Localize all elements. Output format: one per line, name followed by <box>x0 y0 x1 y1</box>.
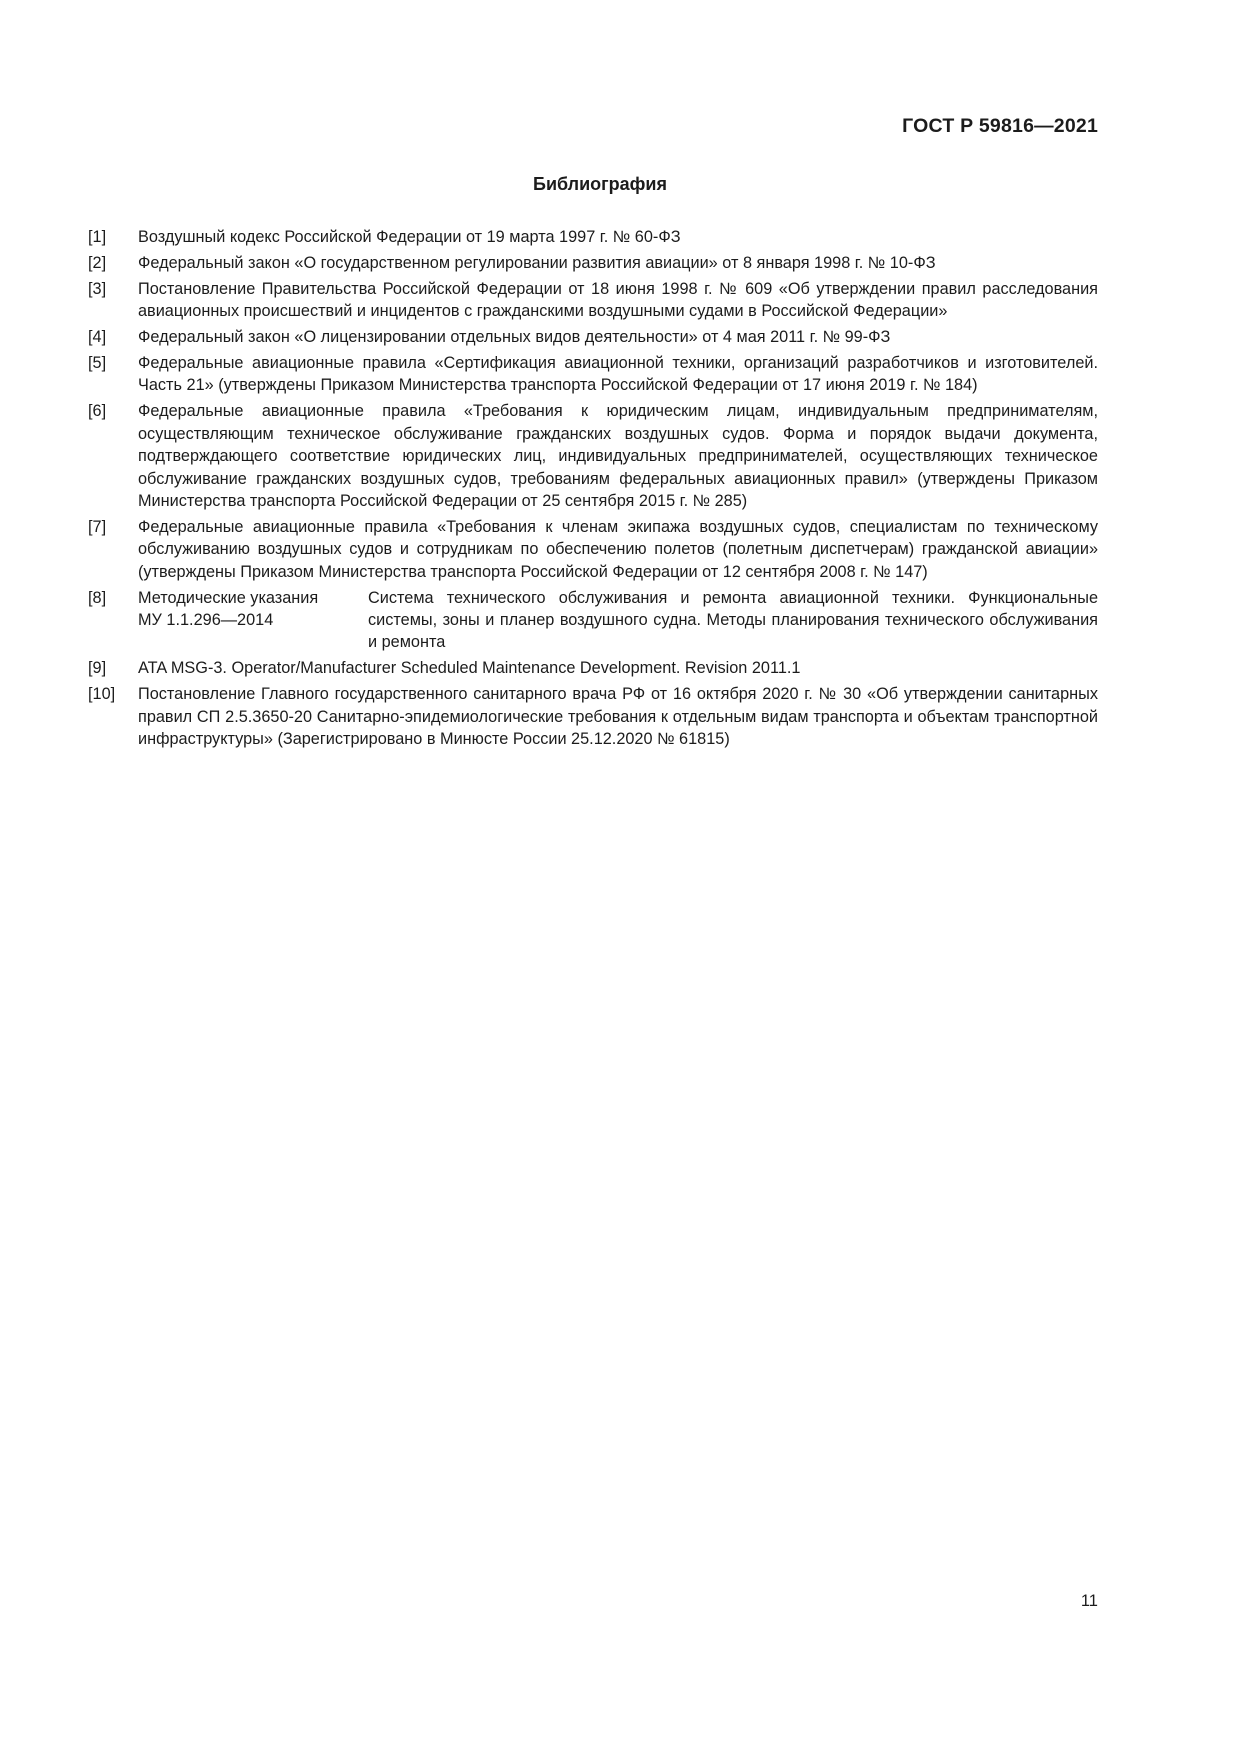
entry-number: [8] <box>88 588 107 607</box>
entry-number: [3] <box>88 279 107 298</box>
entry-number: [5] <box>88 354 107 373</box>
bibliography-entry-9 <box>88 657 1098 679</box>
bibliography-entry-1 <box>88 226 1098 248</box>
bibliography-list <box>88 226 1098 754</box>
entry-text: Федеральные авиационные правила «Требования к членам экипажа воздушных судов, специалистам по техническому обслуживанию воздушных судов и сотрудникам по обеспечению полетов (полетным диспетчерам) гражданской авиации» (утверждены Приказом Министерства транспорта Российской Федерации от 12 сентября 2008 г. № 147) <box>138 517 1098 581</box>
bibliography-entry-3 <box>88 278 1098 323</box>
entry-document-type <box>138 587 368 654</box>
entry-text: Постановление Правительства Российской Федерации от 18 июня 1998 г. № 609 «Об утверждении правил расследования авиационных происшествий и инцидентов с гражданскими воздушными судами в Российской Федерации» <box>138 279 1098 321</box>
bibliography-entry-6 <box>88 400 1098 512</box>
page-number: 11 <box>1080 1592 1098 1610</box>
entry-number: [6] <box>88 402 107 421</box>
bibliography-entry-8 <box>88 587 1098 654</box>
entry-text: Федеральный закон «О лицензировании отдельных видов деятельности» от 4 мая 2011 г. № 99-ФЗ <box>138 328 891 347</box>
bibliography-entry-4 <box>88 326 1098 348</box>
entry-number: [1] <box>88 228 107 246</box>
entry-document-kind: Методические указания <box>138 588 319 607</box>
entry-number: [2] <box>88 253 107 272</box>
entry-text: Федеральные авиационные правила «Сертификация авиационной техники, организаций разработчиков и изготовителей. Часть 21» (утверждены Приказом Министерства транспорта Российской Федерации от 17 июня 2019 г. № 184) <box>138 354 1098 395</box>
page-title: Библиография <box>533 174 667 194</box>
entry-document-designation: МУ 1.1.296—2014 <box>138 611 274 629</box>
entry-text: Система технического обслуживания и ремонта авиационной техники. Функциональные системы, зоны и планер воздушного судна. Методы планирования технического обслуживания и ремонта <box>368 588 1098 652</box>
entry-number: [9] <box>88 659 107 678</box>
bibliography-entry-5 <box>88 352 1098 397</box>
bibliography-entry-10 <box>88 683 1098 750</box>
entry-number: [10] <box>88 685 116 704</box>
bibliography-entry-2 <box>88 252 1098 274</box>
entry-text: Федеральные авиационные правила «Требования к юридическим лицам, индивидуальным предпринимателям, осуществляющим техническое обслуживание гражданских воздушных судов. Форма и порядок выдачи документа, подтверждающего соответствие юридических лиц, индивидуальных предпринимателей, осуществляющих техническое обслуживание гражданских воздушных судов, требованиям федеральных авиационных правил» (утверждены Приказом Министерства транспорта Российской Федерации от 25 сентября 2015 г. № 285) <box>138 402 1098 510</box>
entry-text: Воздушный кодекс Российской Федерации от 19 марта 1997 г. № 60-ФЗ <box>138 228 681 246</box>
entry-number: [4] <box>88 328 107 347</box>
document-code: ГОСТ Р 59816—2021 <box>902 115 1098 137</box>
entry-number: [7] <box>88 517 107 536</box>
entry-two-column <box>138 587 1098 654</box>
entry-text: Постановление Главного государственного санитарного врача РФ от 16 октября 2020 г. № 30 «Об утверждении санитарных правил СП 2.5.3650-20 Санитарно-эпидемиологические требования к отдельным видам транспорта и объектам транспортной инфраструктуры» (Зарегистрировано в Минюсте России 25.12.2020 № 61815) <box>138 685 1098 749</box>
entry-text: Федеральный закон «О государственном регулировании развития авиации» от 8 января 1998 г. № 10-ФЗ <box>138 253 936 272</box>
entry-text: ATA MSG-3. Operator/Manufacturer Scheduled Maintenance Development. Revision 2011.1 <box>138 659 801 678</box>
bibliography-entry-7 <box>88 516 1098 583</box>
